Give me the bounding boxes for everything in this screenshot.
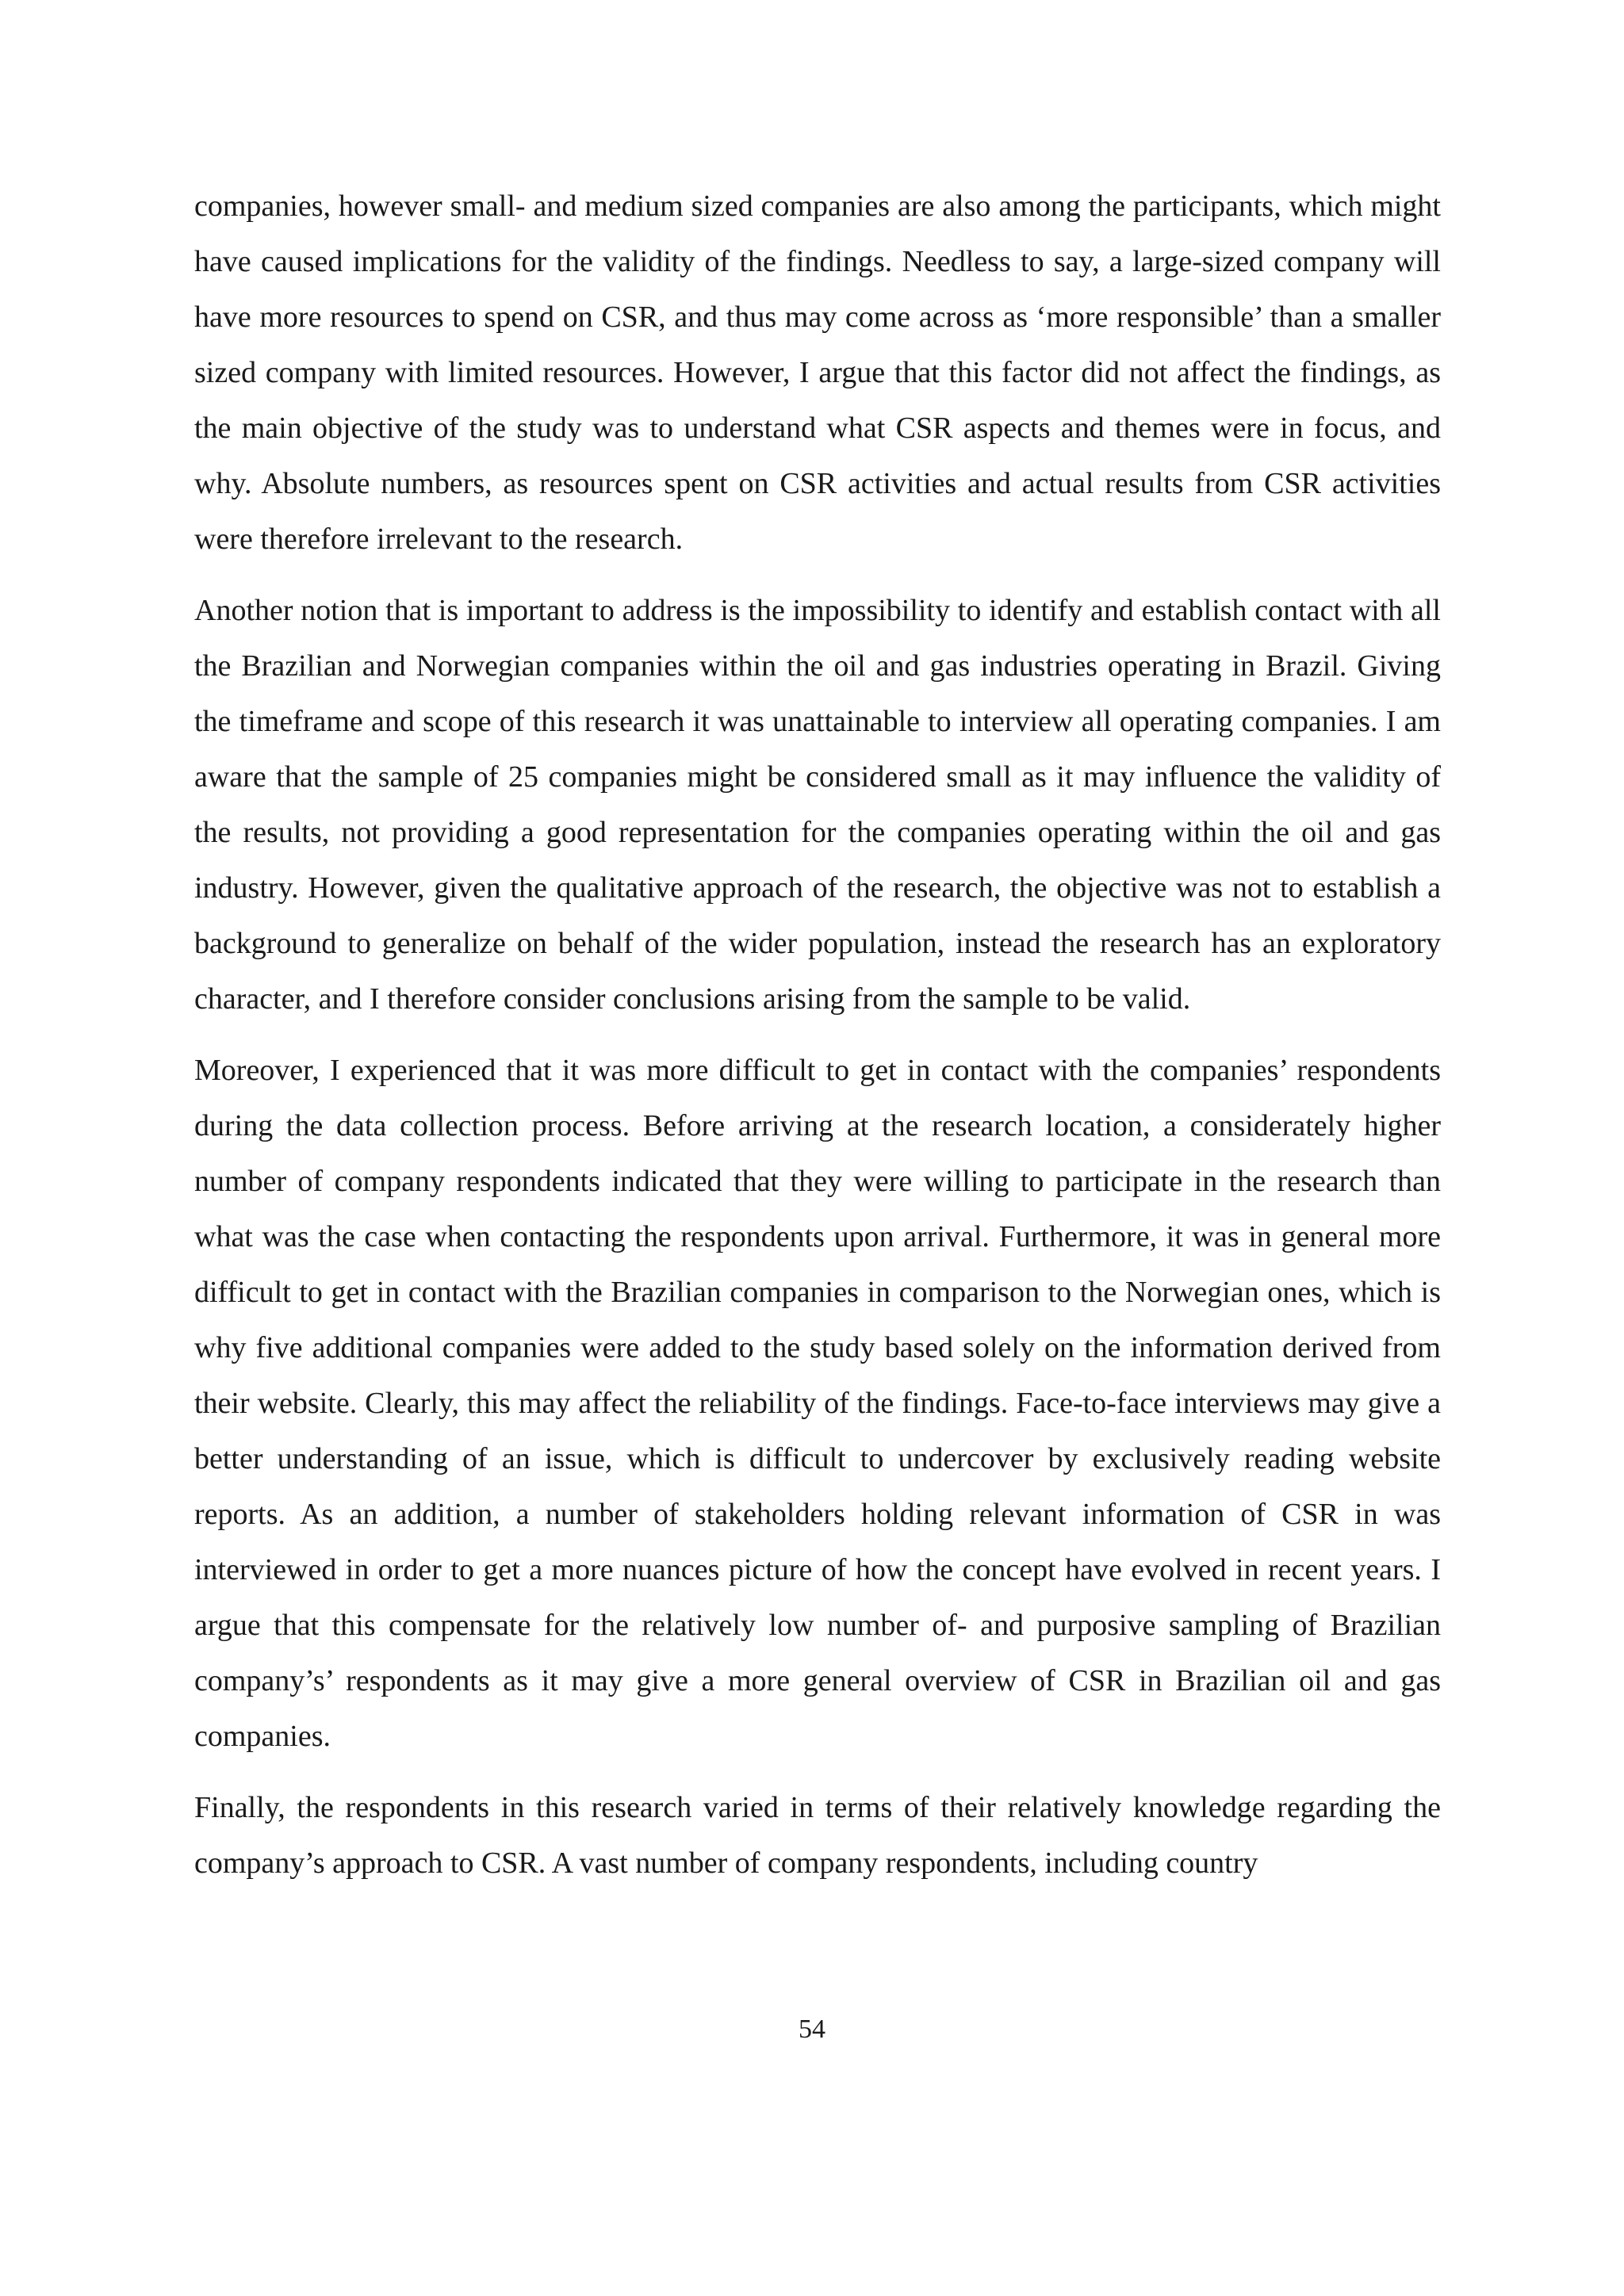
paragraph-4: Finally, the respondents in this research varied in terms of their relatively knowledge regarding the company’s approach to CSR. A vast number of company respondents, including country (194, 1791, 1441, 1880)
page-number: 54 (799, 2015, 825, 2044)
paragraph-1: companies, however small- and medium sized companies are also among the participants, which might have caused implications for the validity of the findings. Needless to say, a large-sized company will have more resources to spend on CSR, and thus may come across as ‘more responsible’ than a smaller sized company with limited resources. However, I argue that this factor did not affect the findings, as the main objective of the study was to understand what CSR aspects and themes were in focus, and why. Absolute numbers, as resources spent on CSR activities and actual results from CSR activities were therefore irrelevant to the research. (194, 189, 1441, 556)
page-body (194, 178, 1441, 1907)
paragraph-3: Moreover, I experienced that it was more difficult to get in contact with the companies’ respondents during the data collection process. Before arriving at the research location, a considerately higher number of company respondents indicated that they were willing to participate in the research than what was the case when contacting the respondents upon arrival. Furthermore, it was in general more difficult to get in contact with the Brazilian companies in comparison to the Norwegian ones, which is why five additional companies were added to the study based solely on the information derived from their website. Clearly, this may affect the reliability of the findings. Face-to-face interviews may give a better understanding of an issue, which is difficult to undercover by exclusively reading website reports. As an addition, a number of stakeholders holding relevant information of CSR in was interviewed in order to get a more nuances picture of how the concept have evolved in recent years. I argue that this compensate for the relatively low number of- and purposive sampling of Brazilian company’s’ respondents as it may give a more general overview of CSR in Brazilian oil and gas companies. (194, 1054, 1441, 1753)
paragraph-2: Another notion that is important to address is the impossibility to identify and establish contact with all the Brazilian and Norwegian companies within the oil and gas industries operating in Brazil. Giving the timeframe and scope of this research it was unattainable to interview all operating companies. I am aware that the sample of 25 companies might be considered small as it may influence the validity of the results, not providing a good representation for the companies operating within the oil and gas industry. However, given the qualitative approach of the research, the objective was not to establish a background to generalize on behalf of the wider population, instead the research has an exploratory character, and I therefore consider conclusions arising from the sample to be valid. (194, 594, 1441, 1016)
